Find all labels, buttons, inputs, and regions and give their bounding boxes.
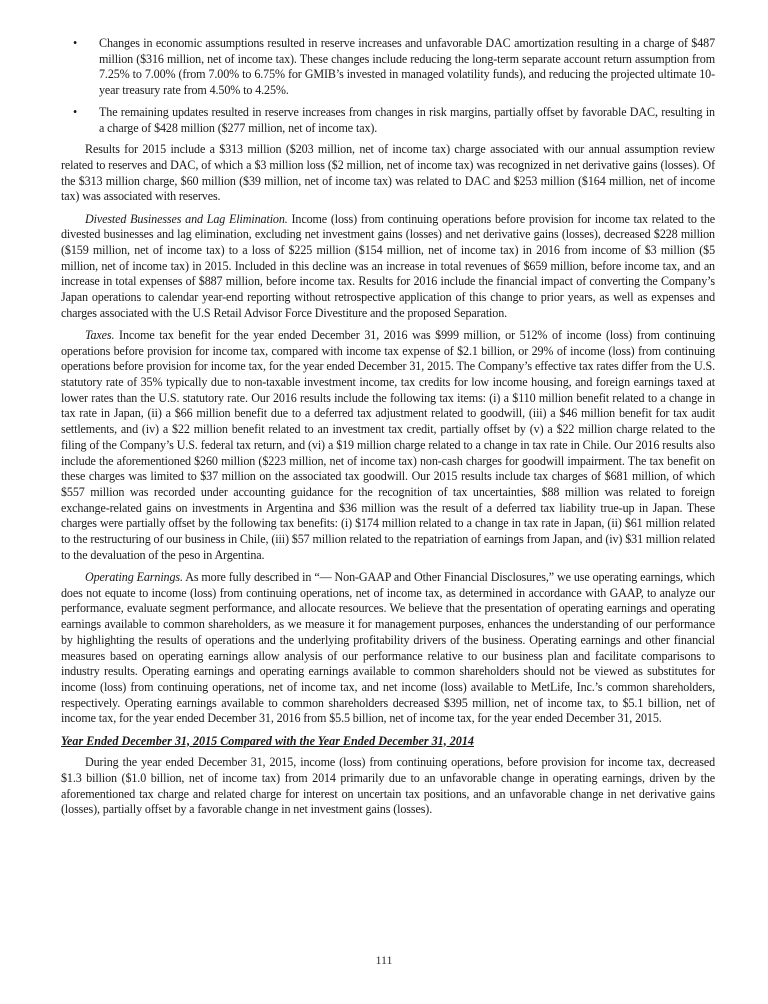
bullet-text: Changes in economic assumptions resulted in reserve increases and unfavorable DAC amortization resulting in a charge of $487 million ($316 million, net of income tax). These changes include reducing the long-term separate account return assumption from 7.25% to 7.00% (from 7.00% to 6.75% for GMIB’s invested in managed volatility funds), and reducing the projected ultimate 10-year treasury rate from 4.50% to 4.25%. (99, 36, 715, 98)
bullet-item-remaining-updates (61, 105, 715, 136)
paragraph-operating-earnings (61, 570, 715, 727)
bullet-item-economic-assumptions (61, 36, 715, 99)
paragraph-divested-businesses (61, 212, 715, 322)
page-number: 111 (375, 953, 393, 967)
paragraph-body: As more fully described in “— Non-GAAP and Other Financial Disclosures,” we use operating earnings, which does not equate to income (loss) from continuing operations, net of income tax, as determined in accordance with GAAP, to analyze our performance, evaluate segment performance, and allocate resources. We believe that the presentation of operating earnings and operating earnings available to common shareholders, as we measure it for management purposes, enhances the understanding of our performance by highlighting the results of operations and the underlying profitability drivers of the business. Operating earnings and other financial measures based on operating earnings allow analysis of our performance relative to our business plan and facilitate comparisons to industry results. Operating earnings and operating earnings available to common shareholders should not be viewed as substitutes for income (loss) from continuing operations, net of income tax, and net income (loss) available to MetLife, Inc.’s common shareholders, respectively. Operating earnings available to common shareholders decreased $395 million, net of income tax, to $5.1 billion, net of income tax, for the year ended December 31, 2016 from $5.5 billion, net of income tax, for the year ended December 31, 2015. (61, 570, 715, 726)
paragraph-results-2015: Results for 2015 include a $313 million ($203 million, net of income tax) charge associated with our annual assumption review related to reserves and DAC, of which a $3 million loss ($2 million, net of income tax) was recognized in net derivative gains (losses). Of the $313 million charge, $60 million ($39 million, net of income tax) was related to DAC and $253 million ($164 million, net of income tax) was associated with reserves. (61, 142, 715, 204)
bullet-icon: • (73, 104, 78, 119)
paragraph-lead: Taxes. (85, 327, 115, 342)
document-page (61, 36, 715, 825)
paragraph-body: Income tax benefit for the year ended December 31, 2016 was $999 million, or 512% of income (loss) from continuing operations before provision for income tax, compared with income tax expense of $2.1 billion, or 29% of income (loss) from continuing operations before provision for income tax, for the year ended December 31, 2015. The Company’s effective tax rates differ from the U.S. statutory rate of 35% typically due to non-taxable investment income, tax credits for low income housing, and foreign earnings taxed at lower rates than the U.S. statutory rate. Our 2016 results include the following tax items: (i) a $110 million benefit related to a change in tax rate in Japan, (ii) a $66 million benefit due to a deferred tax adjustment related to goodwill, (iii) a $46 million benefit for tax audit settlements, and (iv) a $22 million benefit related to an investment tax credit, partially offset by (v) a $22 million charge related to the filing of the Company’s U.S. federal tax return, and (vi) a $19 million charge related to a change in tax rate in Chile. Our 2016 results also include the aforementioned $260 million ($223 million, net of income tax) non-cash charges for goodwill impairment. The tax benefit on these charges was limited to $37 million on the associated tax goodwill. Our 2015 results include tax charges of $681 million, of which $557 million was recorded under accounting guidance for the recognition of tax uncertainties, $88 million was related to foreign exchange-related gains on investments in Argentina and $36 million was the result of a deferred tax liability true-up in Japan. These charges were partially offset by the following tax benefits: (i) $174 million related to a change in tax rate in Japan, (ii) $61 million related to the restructuring of our business in Chile, (iii) $57 million related to the repatriation of earnings from Japan, and (iv) $31 million related to the devaluation of the peso in Argentina. (61, 327, 715, 562)
paragraph-2015-vs-2014: During the year ended December 31, 2015, income (loss) from continuing operations, before provision for income tax, decreased $1.3 billion ($1.0 billion, net of income tax) from 2014 primarily due to an unfavorable change in operating earnings, driven by the aforementioned tax charge and related charge for interest on uncertain tax positions, and an unfavorable change in net derivative gains (losses), partially offset by a favorable change in net investment gains (losses). (61, 755, 715, 817)
bullet-text: The remaining updates resulted in reserve increases from changes in risk margins, partially offset by favorable DAC, resulting in a charge of $428 million ($277 million, net of income tax). (99, 104, 715, 135)
paragraph-taxes (61, 328, 715, 564)
paragraph-lead: Operating Earnings. (85, 570, 183, 584)
bullet-icon: • (73, 36, 78, 50)
paragraph-lead: Divested Businesses and Lag Elimination. (85, 211, 288, 226)
section-heading: Year Ended December 31, 2015 Compared with the Year Ended December 31, 2014 (61, 733, 474, 748)
paragraph-body: Income (loss) from continuing operations before provision for income tax related to the divested businesses and lag elimination, excluding net investment gains (losses) and net derivative gains (losses), decreased $228 million ($159 million, net of income tax) to a loss of $225 million ($154 million, net of income tax) in 2016 from income of $3 million ($5 million, net of income tax) in 2015. Included in this decline was an increase in total revenues of $659 million, before income tax, and an increase in total expenses of $887 million, before income tax. Results for 2016 include the financial impact of converting the Company’s Japan operations to calendar year-end reporting without retrospective application of this change to prior years, as well as expenses and charges associated with the U.S Retail Advisor Force Divestiture and the proposed Separation. (61, 211, 715, 320)
